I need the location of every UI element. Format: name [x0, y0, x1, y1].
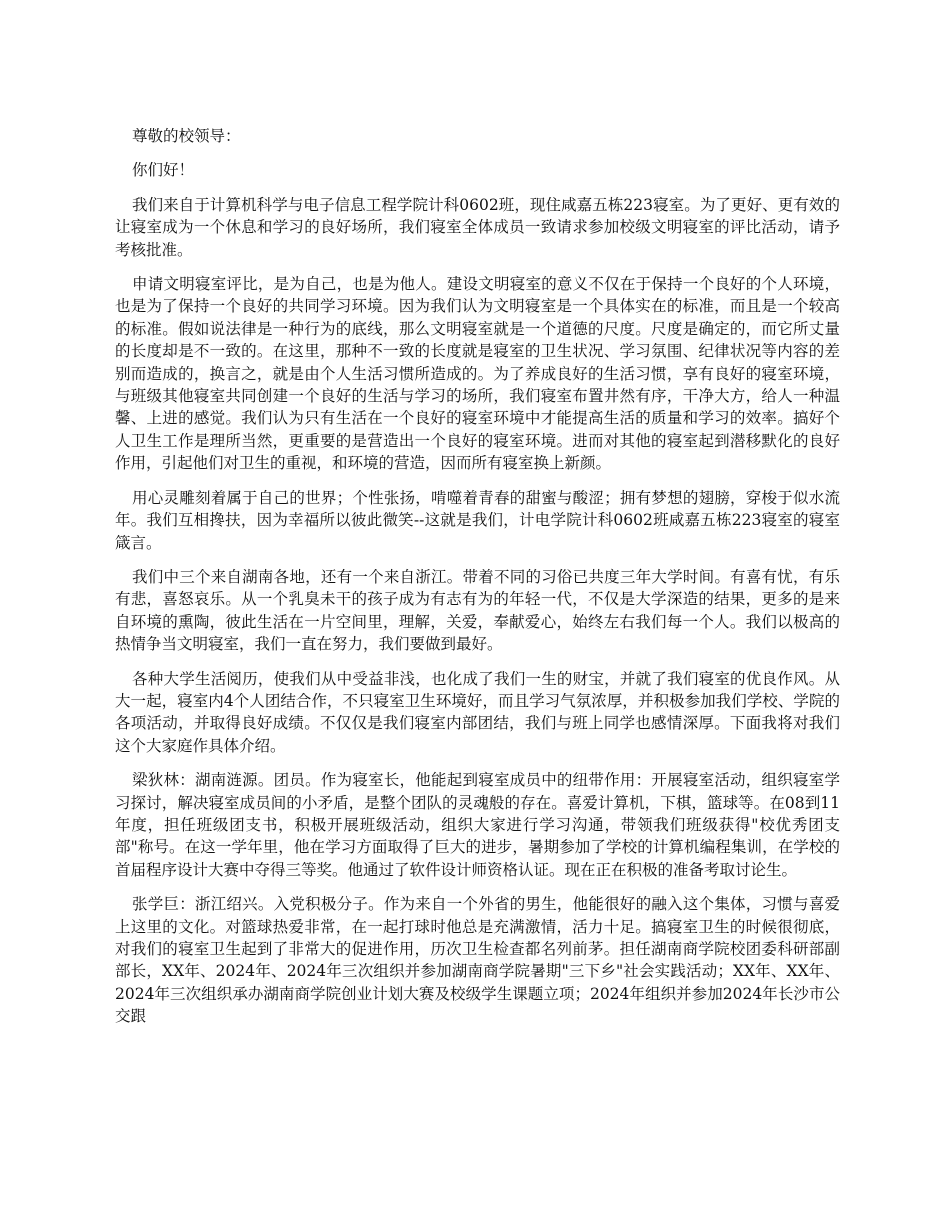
paragraph-purpose: 申请文明寝室评比，是为自己，也是为他人。建设文明寝室的意义不仅在于保持一个良好的个人环境，也是为了保持一个良好的共同学习环境。因为我们认为文明寝室是一个具体实在的标准，而且是一个较高的标准。假如说法律是一种行为的底线，那么文明寝室就是一个道德的尺度。尺度是确定的，而它所丈量的长度却是不一致的。在这里，那种不一致的长度就是寝室的卫生状况、学习氛围、纪律状况等内容的差别而造成的，换言之，就是由个人生活习惯所造成的。为了养成良好的生活习惯，享有良好的寝室环境，与班级其他寝室共同创建一个良好的生活与学习的场所，我们寝室布置井然有序，干净大方，给人一种温馨、上进的感觉。我们认为只有生活在一个良好的寝室环境中才能提高生活的质量和学习的效率。搞好个人卫生工作是理所当然，更重要的是营造出一个良好的寝室环境。进而对其他的寝室起到潜移默化的良好作用，引起他们对卫生的重视，和环境的营造，因而所有寝室换上新颜。 [115, 275, 840, 473]
paragraph-member-zhang: 张学巨：浙江绍兴。入党积极分子。作为来自一个外省的男生，他能很好的融入这个集体，习惯与喜爱上这里的文化。对篮球热爱非常，在一起打球时他总是充满激情，活力十足。搞寝室卫生的时候很彻底，对我们的寝室卫生起到了非常大的促进作用，历次卫生检查都名列前茅。担任湖南商学院校团委科研部副部长，XX年、2024年、2024年三次组织并参加湖南商学院暑期"三下乡"社会实践活动；XX年、XX年、2024年三次组织承办湖南商学院创业计划大赛及校级学生课题立项；2024年组织并参加2024年长沙市公交跟 [115, 895, 840, 1026]
greeting: 你们好！ [132, 161, 195, 180]
paragraph-members-origin: 我们中三个来自湖南各地，还有一个来自浙江。带着不同的习俗已共度三年大学时间。有喜有忧，有乐有悲，喜怒哀乐。从一个乳臭未干的孩子成为有志有为的年轻一代，不仅是大学深造的结果，更多的是来自环境的熏陶，彼此生活在一片空间里，理解，关爱，奉献爱心，始终左右我们每一个人。我们以极高的热情争当文明寝室，我们一直在努力，我们要做到最好。 [115, 567, 840, 654]
salutation: 尊敬的校领导： [132, 127, 241, 145]
document-body [115, 125, 840, 1040]
paragraph-member-liang: 梁狄林：湖南涟源。团员。作为寝室长，他能起到寝室成员中的纽带作用：开展寝室活动，组织寝室学习探讨，解决寝室成员间的小矛盾，是整个团队的灵魂般的存在。喜爱计算机，下棋，篮球等。在08到11年度，担任班级团支书，积极开展班级活动，组织大家进行学习沟通，带领我们班级获得"校优秀团支部"称号。在这一学年里，他在学习方面取得了巨大的进步，暑期参加了学校的计算机编程集训，在学校的首届程序设计大赛中夺得三等奖。他通过了软件设计师资格认证。现在正在积极的准备考取讨论生。 [115, 771, 840, 879]
paragraph-experience: 各种大学生活阅历，使我们从中受益非浅，也化成了我们一生的财宝，并就了我们寝室的优良作风。从大一起，寝室内4个人团结合作，不只寝室卫生环境好，而且学习气氛浓厚，并积极参加我们学校、学院的各项活动，并取得良好成绩。不仅仅是我们寝室内部团结，我们与班上同学也感情深厚。下面我将对我们这个大家庭作具体介绍。 [115, 669, 840, 755]
paragraph-motto: 用心灵雕刻着属于自己的世界；个性张扬，啃噬着青春的甜蜜与酸涩；拥有梦想的翅膀，穿梭于似水流年。我们互相搀扶，因为幸福所以彼此微笑--这就是我们，计电学院计科0602班咸嘉五栋223寝室的寝室箴言。 [115, 488, 840, 552]
paragraph-intro: 我们来自于计算机科学与电子信息工程学院计科0602班，现住咸嘉五栋223寝室。为了更好、更有效的让寝室成为一个休息和学习的良好场所，我们寝室全体成员一致请求参加校级文明寝室的评比活动，请予考核批准。 [115, 195, 840, 259]
